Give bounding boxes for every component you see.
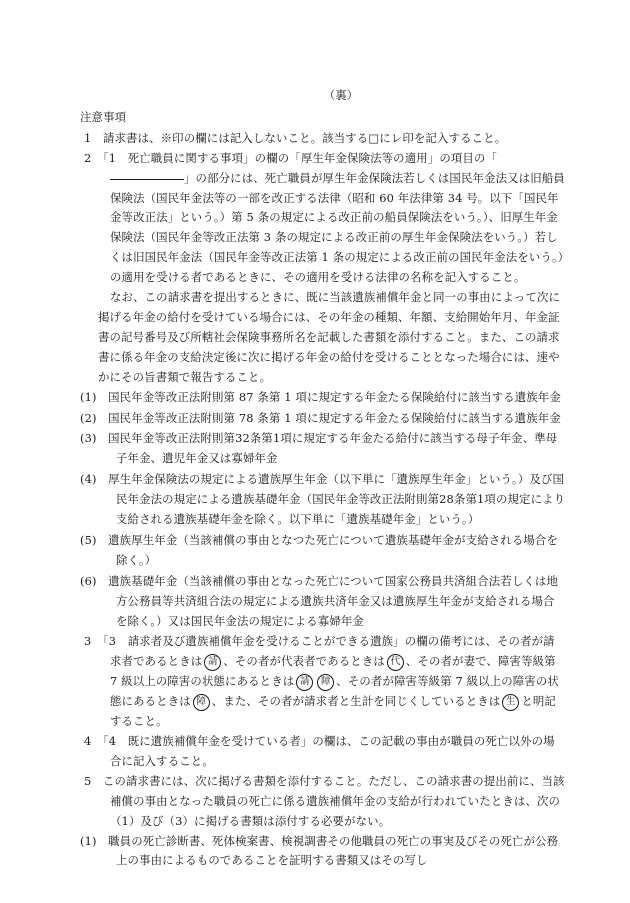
note-item-4: 4 「4 既に遺族補償年金を受けている者」の欄は、この記載の事由が職員の死亡以外の場合に記入すること。 xyxy=(84,734,555,768)
sub-item-2-3: (3) 国民年金等改正法附則第32条第1項に規定する年金たる給付に該当する母子年金、準母子年金、遺児年金又は寡婦年金 xyxy=(80,431,558,466)
blank-underline xyxy=(110,169,184,180)
page-title: （裏） xyxy=(323,88,359,102)
note-item-1: 1 請求書は、※印の欄には記入しないこと。該当する□にレ印を記入すること。 xyxy=(84,130,507,145)
note-item-3: 3 「3 請求者及び遺族補償年金を受けることができる遺族」の欄の備考には、その者が請求者であるときは 請 、その者が代表者であるときは 代 、その者が妻で、障害等級第 7 級以上の障害の状態にあるときは 請 障 、その者が障害等級第 7 級以上の障害の状態にあるときは 障 、また、その者が請求者と生計を同じくしているときは 生 と明記すること。 xyxy=(84,634,559,729)
circled-dai-mark: 代 xyxy=(387,654,404,671)
circled-sei2-mark: 生 xyxy=(502,694,519,711)
sub-item-2-6: (6) 遺族基礎年金（当該補償の事由となった死亡について国家公務員共済組合法若しくは地方公務員等共済組合法の規定による遺族共済年金又は遺族厚生年金が支給される場合を除く。）又は国民年金法の規定による寡婦年金 xyxy=(80,573,558,628)
sub-item-5-1: (1) 職員の死亡診断書、死体検案書、検視調書その他職員の死亡の事実及びその死亡が公務上の事由によるものであることを証明する書類又はその写し xyxy=(80,833,559,868)
note-item-2: 2 「1 死亡職員に関する事項」の欄の「厚生年金保険法等の適用」の項目の「」の部分には、死亡職員が厚生年金保険法若しくは国民年金法又は旧船員保険法（国民年金法等の一部を改正する法律（昭和 60 年法律第 34 号。以下「国民年金等改正法」という。）第 5 条の規定による改正前の船員保険法をいう。）、旧厚生年金保険法（国民年金等改正法第 3 条の規定による改正前の厚生年金保険法をいう。）若しくは旧国民年金法（国民年金等改正法第 1 条の規定による改正前の国民年金法をいう。）の適用を受ける者であるときに、その適用を受ける法律の名称を記入すること。 xyxy=(84,150,565,285)
note-item-5: 5 この請求書には、次に掲げる書類を添付すること。ただし、この請求書の提出前に、当該補償の事由となった職員の死亡に係る遺族補償年金の支給が行われていたときは、次の（1）及び（3）に掲げる書類は添付する必要がない。 xyxy=(84,773,565,828)
note-item-2-paragraph: なお、この請求書を提出するときに、既に当該遺族補償年金と同一の事由によって次に掲げる年金の給付を受けている場合には、その年金の種類、年額、支給開始年月、年金証書の記号番号及び所轄社会保険事務所名を記載した書類を添付すること。また、この請求書に係る年金の支給決定後に次に掲げる年金の給付を受けることとなった場合には、速やかにその旨書類で報告すること。 xyxy=(98,290,561,384)
section-heading: 注意事項 xyxy=(80,109,127,124)
circled-sei-mark: 請 xyxy=(296,674,313,691)
sub-item-2-4: (4) 厚生年金保険法の規定による遺族厚生年金（以下単に「遺族厚生年金」という。）及び国民年金法の規定による遺族基礎年金（国民年金等改正法附則第28条第1項の規定により支給される遺族基礎年金を除く。以下単に「遺族基礎年金」という。） xyxy=(80,472,566,527)
circled-shou-mark: 障 xyxy=(193,694,210,711)
sub-item-2-2: (2) 国民年金等改正法附則第 78 条第 1 項に規定する年金たる保険給付に該当する遺族年金 xyxy=(80,410,561,425)
circled-shou-mark: 障 xyxy=(317,674,334,691)
sub-item-2-1: (1) 国民年金等改正法附則第 87 条第 1 項に規定する年金たる保険給付に該当する遺族年金 xyxy=(80,389,561,404)
circled-sei-mark: 請 xyxy=(204,654,221,671)
sub-item-2-5: (5) 遺族厚生年金（当該補償の事由となつた死亡について遺族基礎年金が支給される場合を除く。） xyxy=(80,532,558,567)
